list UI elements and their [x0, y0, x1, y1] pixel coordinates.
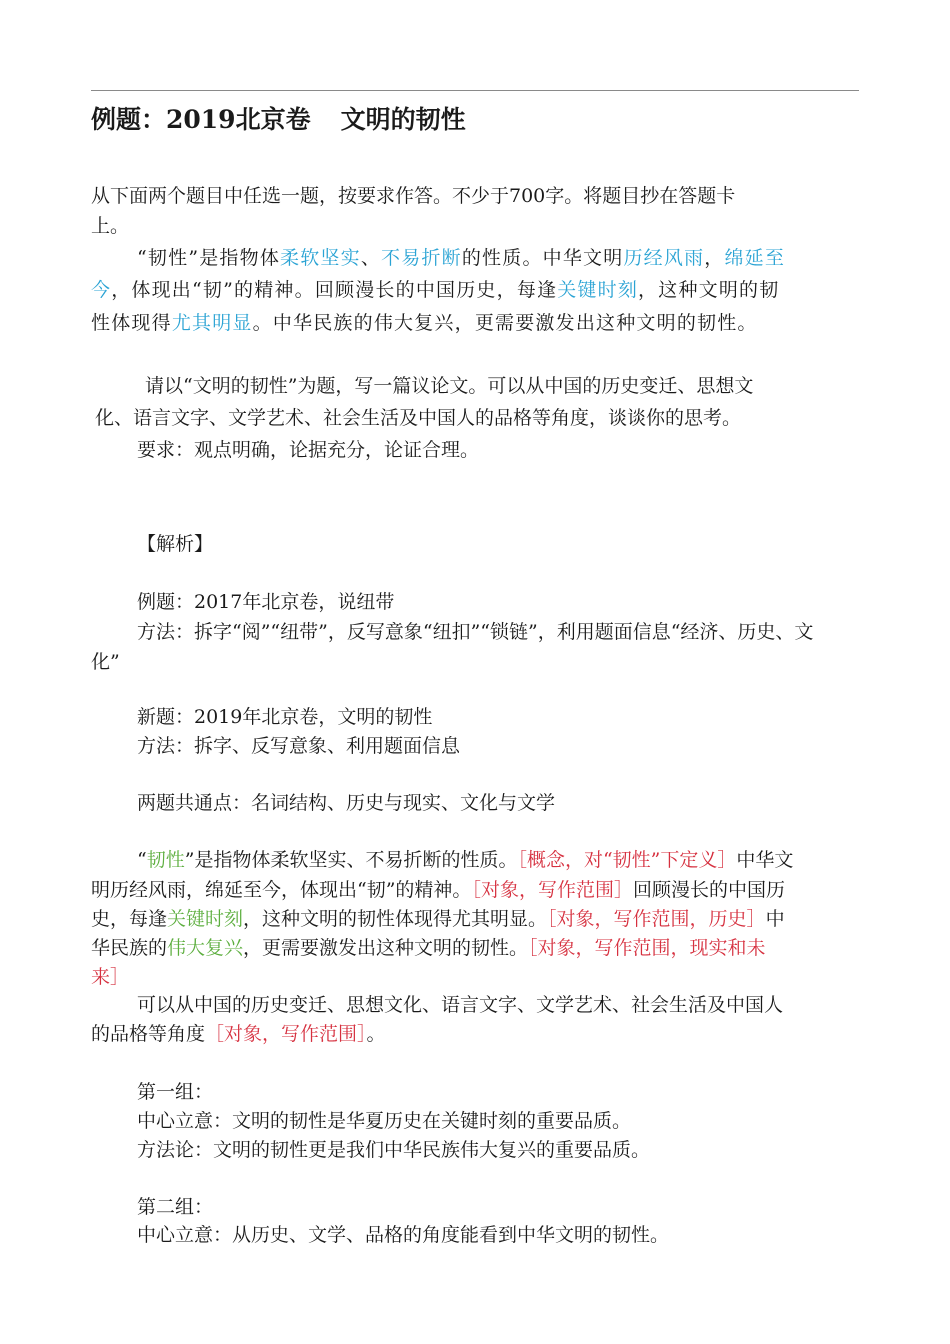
method-2: 方法：拆字、反写意象、利用题面信息	[137, 735, 461, 757]
note-object-1: ［对象，写作范围］	[471, 879, 633, 901]
prompt-line-1: 从下面两个题目中任选一题，按要求作答。不少于700字。将题目抄在答题卡	[91, 185, 736, 207]
example-2: 新题：2019年北京卷，文明的韧性	[137, 706, 433, 728]
material-line-3: 性体现得尤其明显。中华民族的伟大复兴，更需要激发出这种文明的韧性。	[91, 312, 758, 334]
material-line-1: “韧性”是指物体柔软坚实、不易折断的性质。中华文明历经风雨，绵延至	[137, 247, 786, 269]
common-points: 两题共通点：名词结构、历史与现实、文化与文学	[137, 792, 556, 814]
material-line-2: 今，体现出“韧”的精神。回顾漫长的中国历史，每逢关键时刻，这种文明的韧	[91, 279, 780, 301]
group-1-label: 第一组：	[137, 1081, 214, 1103]
task-line-1: 请以“文明的韧性”为题，写一篇议论文。可以从中国的历史变迁、思想文	[145, 375, 754, 397]
task-line-2: 化、语言文字、文学艺术、社会生活及中国人的品格等角度，谈谈你的思考。	[95, 407, 742, 429]
highlight-lijing: 历经风雨	[623, 247, 705, 269]
note-history: ［对象，写作范围，历史］	[547, 908, 766, 930]
angles-line-1: 可以从中国的历史变迁、思想文化、语言文字、文学艺术、社会生活及中国人	[137, 994, 784, 1016]
annotated-line-3: 史，每逢关键时刻，这种文明的韧性体现得尤其明显。［对象，写作范围，历史］中	[91, 908, 785, 930]
top-rule	[91, 90, 859, 91]
annotated-line-1: “韧性”是指物体柔软坚实、不易折断的性质。［概念，对“韧性”下定义］中华文	[137, 849, 794, 871]
highlight-mianyan: 绵延至	[724, 247, 786, 269]
group-1-method: 方法论：文明的韧性更是我们中华民族伟大复兴的重要品质。	[137, 1139, 651, 1161]
group-2-label: 第二组：	[137, 1196, 214, 1218]
note-reality: ［对象，写作范围，现实和未	[528, 937, 766, 959]
title-topic: 文明的韧性	[340, 105, 466, 134]
green-guanjian: 关键时刻	[167, 908, 244, 930]
highlight-buyi: 不易折断	[381, 247, 462, 269]
highlight-guanjian: 关键时刻	[557, 279, 639, 301]
annotated-line-4: 华民族的伟大复兴，更需要激发出这种文明的韧性。［对象，写作范围，现实和未	[91, 937, 766, 959]
prompt-line-2: 上。	[91, 215, 130, 237]
analysis-heading: 【解析】	[137, 533, 214, 555]
group-2-thesis: 中心立意：从历史、文学、品格的角度能看到中华文明的韧性。	[137, 1224, 670, 1246]
page-title	[91, 100, 466, 136]
note-object-2: ［对象，写作范围］	[205, 1023, 367, 1045]
requirement-line: 要求：观点明确，论据充分，论证合理。	[137, 439, 480, 461]
title-prefix: 例题：2019北京卷	[91, 105, 311, 134]
annotated-line-5: 来］	[91, 966, 130, 988]
method-1-line-1: 方法：拆字“阅”“纽带”，反写意象“纽扣”“锁链”，利用题面信息“经济、历史、文	[137, 621, 814, 643]
highlight-youqi: 尤其明显	[171, 312, 253, 334]
highlight-rouruan: 柔软坚实	[280, 247, 361, 269]
green-renxing: 韧性	[146, 849, 185, 871]
angles-line-2: 的品格等角度［对象，写作范围］。	[91, 1023, 386, 1045]
group-1-thesis: 中心立意：文明的韧性是华夏历史在关键时刻的重要品质。	[137, 1110, 632, 1132]
annotated-line-2: 明历经风雨，绵延至今，体现出“韧”的精神。［对象，写作范围］回顾漫长的中国历	[91, 879, 785, 901]
green-fuxing: 伟大复兴	[167, 937, 244, 959]
method-1-line-2: 化”	[91, 651, 120, 673]
note-concept: ［概念，对“韧性”下定义］	[517, 849, 737, 871]
example-1: 例题：2017年北京卷，说纽带	[137, 591, 395, 613]
